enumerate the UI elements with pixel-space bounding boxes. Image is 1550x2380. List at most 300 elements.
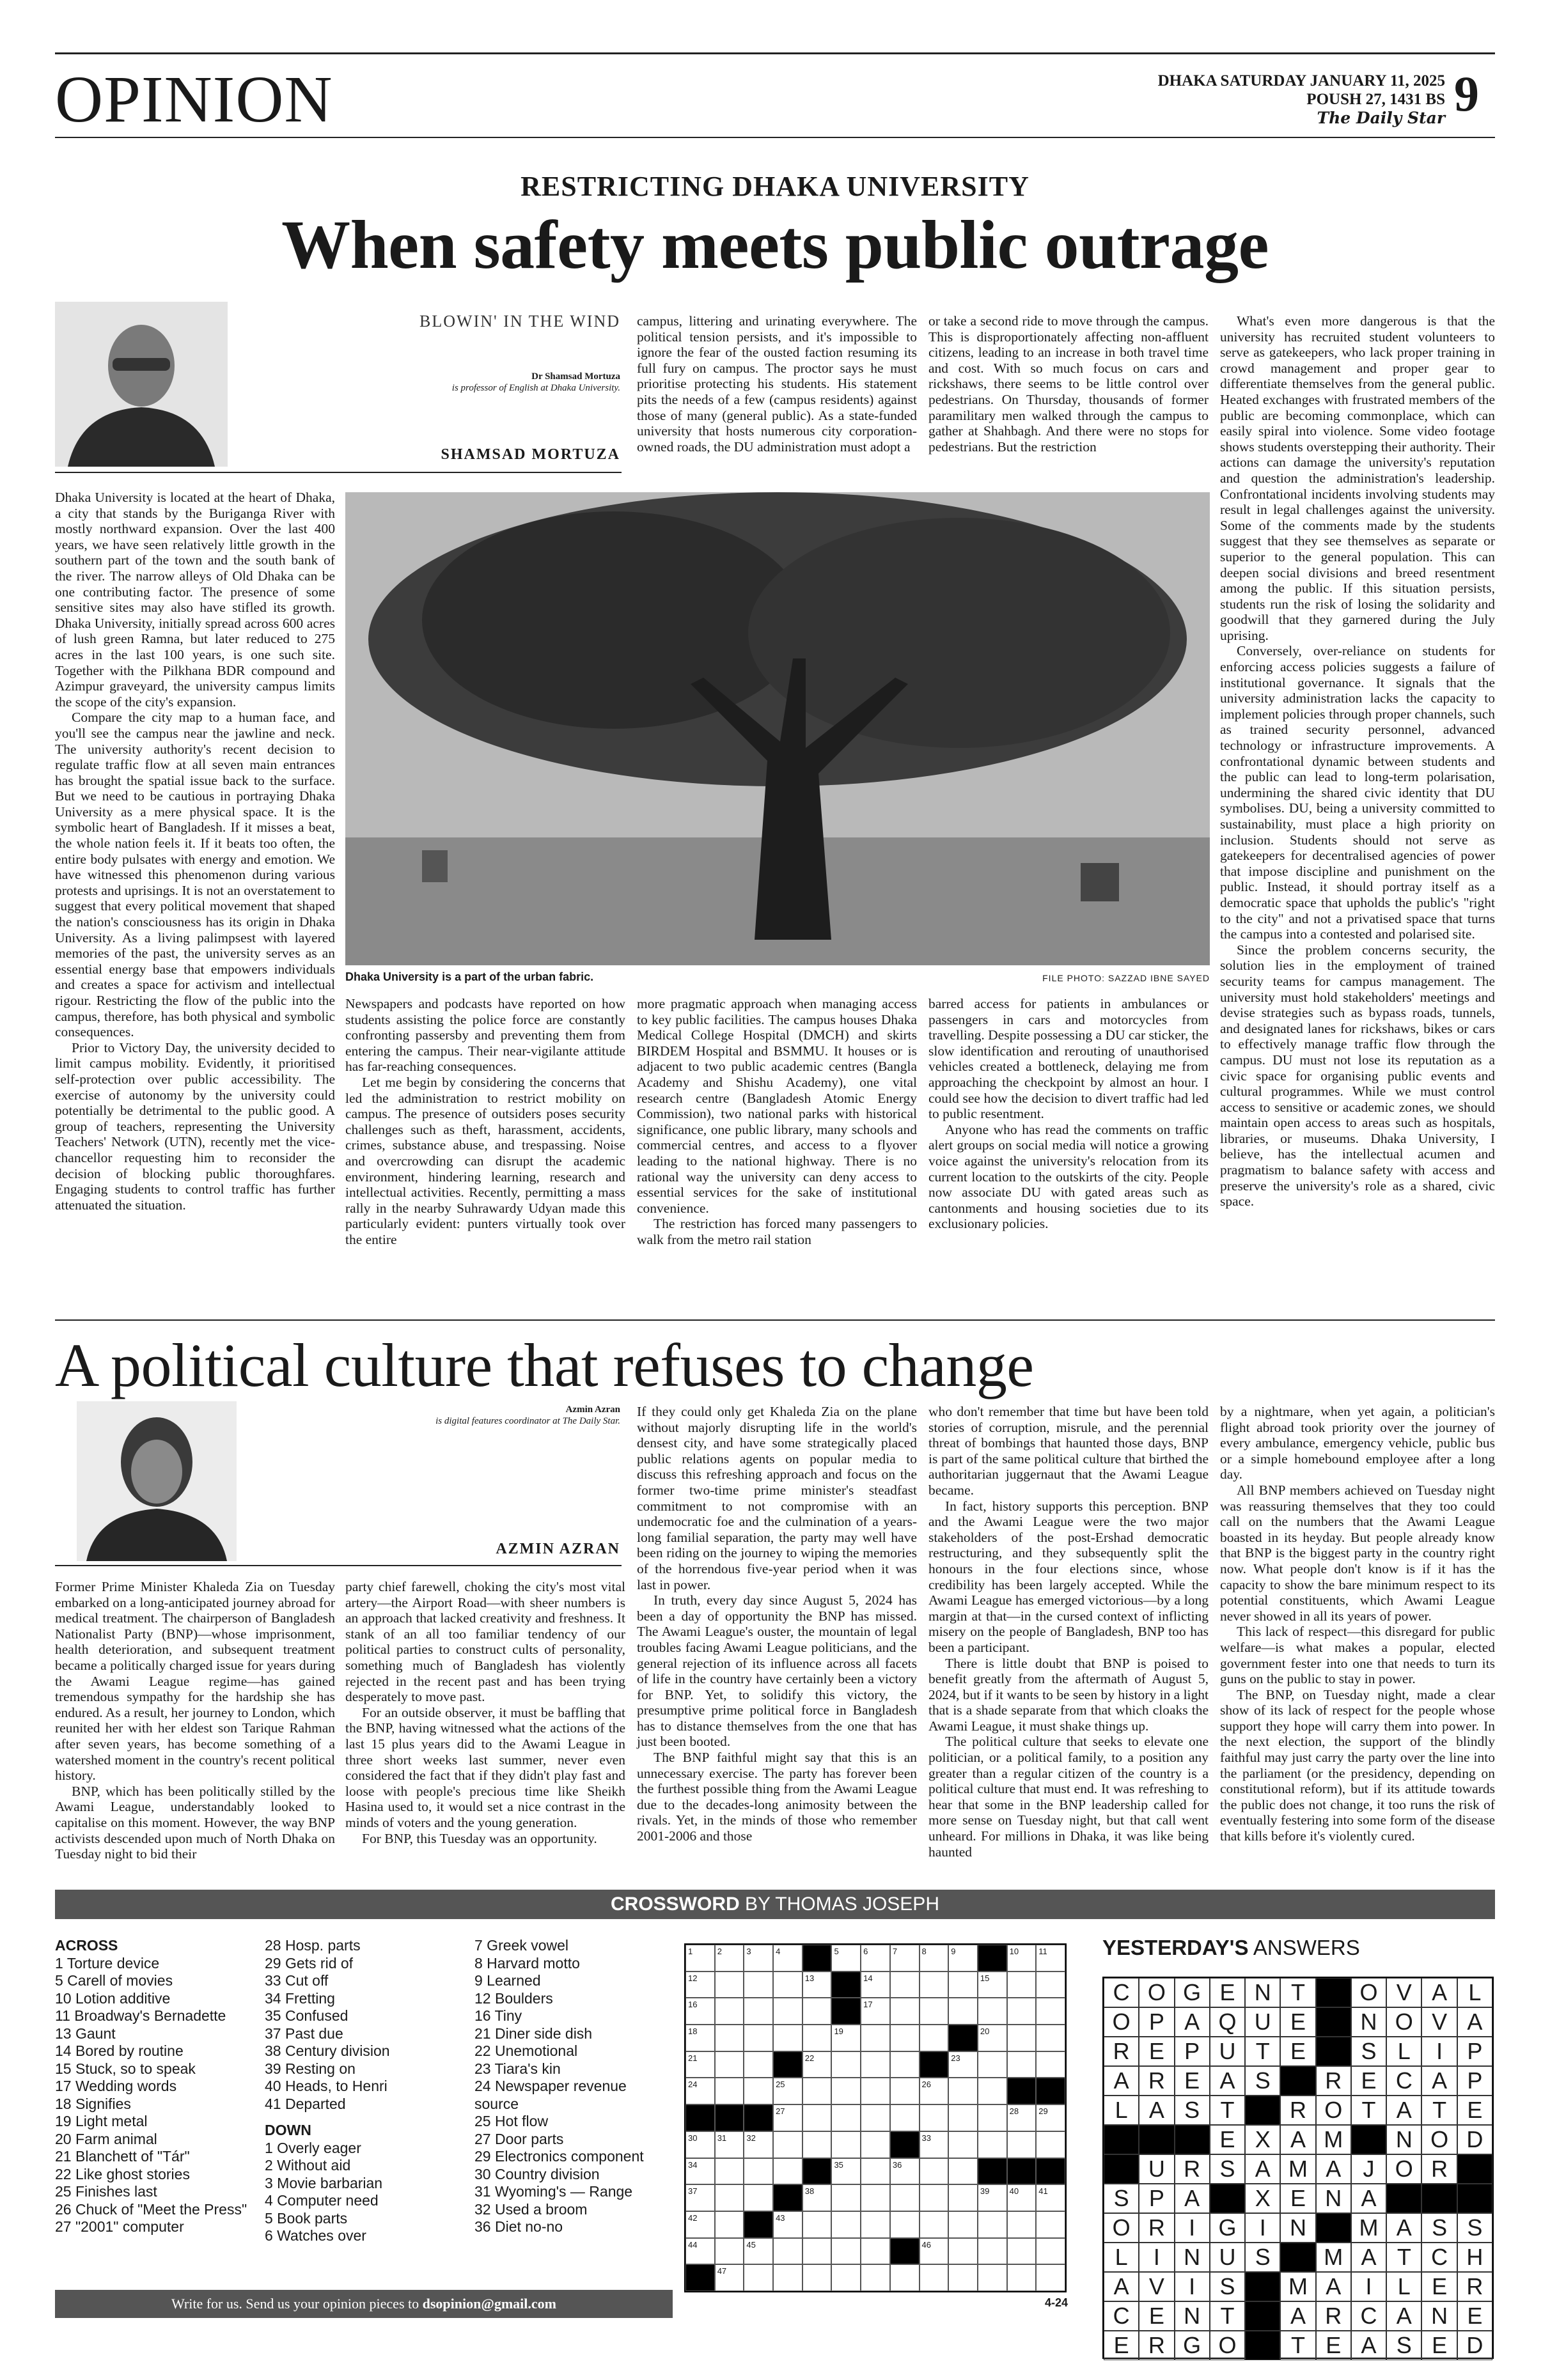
crossword-cell[interactable] bbox=[773, 1945, 802, 1972]
answer-cell: E bbox=[1457, 2096, 1492, 2125]
crossword-cell[interactable] bbox=[890, 2184, 920, 2211]
answer-cell: S bbox=[1245, 2243, 1280, 2272]
crossword-cell[interactable] bbox=[1007, 2238, 1037, 2265]
crossword-cell[interactable] bbox=[861, 2264, 890, 2291]
crossword-cell[interactable] bbox=[744, 2264, 773, 2291]
crossword-cell[interactable] bbox=[920, 2238, 949, 2265]
cell-number: 35 bbox=[834, 2159, 843, 2170]
crossword-cell[interactable] bbox=[802, 2051, 832, 2078]
crossword-cell[interactable] bbox=[978, 1998, 1007, 2025]
crossword-cell[interactable] bbox=[1036, 2211, 1065, 2238]
clue: 4 Computer need bbox=[265, 2192, 379, 2209]
answer-cell: A bbox=[1421, 2066, 1457, 2096]
crossword-cell[interactable] bbox=[802, 2078, 832, 2104]
crossword-cell[interactable] bbox=[744, 2051, 773, 2078]
answer-cell: E bbox=[1457, 2301, 1492, 2331]
crossword-cell[interactable] bbox=[685, 2158, 715, 2185]
crossword-cell[interactable] bbox=[890, 1945, 920, 1972]
answer-cell: U bbox=[1139, 2154, 1174, 2184]
crossword-cell[interactable] bbox=[948, 1998, 978, 2025]
crossword-cell[interactable] bbox=[802, 1972, 832, 1998]
crossword-cell[interactable] bbox=[1036, 2184, 1065, 2211]
answer-cell: E bbox=[1210, 1978, 1245, 2007]
crossword-cell[interactable] bbox=[773, 1972, 802, 1998]
paragraph: There is little doubt that BNP is poised to benefit greatly from the aftermath of August 5, 2024, but if it wants to be seen by history in a light that is a shade separate from that which cloaks the Awami League, it must shake things up. bbox=[928, 1655, 1209, 1734]
crossword-cell[interactable] bbox=[685, 1945, 715, 1972]
answer-cell: S bbox=[1245, 2066, 1280, 2096]
crossword-cell[interactable] bbox=[890, 2025, 920, 2051]
crossword-cell[interactable] bbox=[685, 2078, 715, 2104]
clue: 11 Broadway's Bernadette bbox=[55, 2007, 226, 2024]
crossword-cell[interactable] bbox=[861, 1972, 890, 1998]
clue: 26 Chuck of "Meet the Press" bbox=[55, 2200, 247, 2218]
crossword-cell[interactable] bbox=[978, 2131, 1007, 2158]
crossword-block bbox=[802, 2158, 832, 2185]
crossword-cell[interactable] bbox=[831, 2184, 861, 2211]
clue: 14 Bored by routine bbox=[55, 2042, 184, 2059]
crossword-cell[interactable] bbox=[1036, 2131, 1065, 2158]
answer-block bbox=[1175, 2125, 1210, 2154]
crossword-cell[interactable] bbox=[715, 1998, 744, 2025]
crossword-cell[interactable] bbox=[978, 2238, 1007, 2265]
crossword-cell[interactable] bbox=[920, 2158, 949, 2185]
cell-number: 5 bbox=[834, 1947, 839, 1956]
crossword-cell[interactable] bbox=[715, 2025, 744, 2051]
crossword-cell[interactable] bbox=[948, 1945, 978, 1972]
crossword-cell[interactable] bbox=[685, 2238, 715, 2265]
paragraph: or take a second ride to move through the campus. This is disproportionately affecting non-affluent citizens, leading to an increase in both travel time and cost. With so much focus on cars and rickshaws, there seems to be little control over pedestrians. On Thursday, thousands of former paramilitary men walked through the campus to gather at Shahbagh. And there were no stops for pedestrians. But the restriction bbox=[928, 313, 1209, 455]
answer-cell: N bbox=[1351, 2007, 1386, 2037]
cell-number: 30 bbox=[688, 2133, 698, 2143]
crossword-cell[interactable] bbox=[1036, 2051, 1065, 2078]
crossword-cell[interactable] bbox=[715, 2158, 744, 2185]
crossword-cell[interactable] bbox=[685, 2025, 715, 2051]
crossword-cell[interactable] bbox=[831, 2158, 861, 2185]
article-separator bbox=[55, 1319, 1495, 1321]
paragraph: Anyone who has read the comments on traffic alert groups on social media will notice a growing voice against the university's relocation from its current location to the outskirts of the city. People now associate DU with gated areas such as cantonments and housing societies due to its exclusionary policies. bbox=[928, 1121, 1209, 1232]
answer-cell: A bbox=[1351, 2331, 1386, 2360]
clue: 33 Cut off bbox=[265, 1972, 329, 1989]
crossword-cell[interactable] bbox=[685, 1998, 715, 2025]
crossword-cell[interactable] bbox=[744, 1998, 773, 2025]
crossword-cell[interactable] bbox=[978, 1972, 1007, 1998]
article2-column-b bbox=[345, 1579, 625, 1854]
answer-cell: T bbox=[1245, 2037, 1280, 2066]
crossword-cell[interactable] bbox=[890, 2078, 920, 2104]
cell-number: 19 bbox=[834, 2026, 843, 2037]
crossword-cell[interactable] bbox=[1007, 2025, 1037, 2051]
crossword-cell[interactable] bbox=[861, 2131, 890, 2158]
crossword-cell[interactable] bbox=[890, 2211, 920, 2238]
crossword-cell[interactable] bbox=[1007, 1972, 1037, 1998]
crossword-cell[interactable] bbox=[715, 2184, 744, 2211]
crossword-cell[interactable] bbox=[685, 2184, 715, 2211]
clue: 6 Watches over bbox=[265, 2227, 366, 2244]
crossword-cell[interactable] bbox=[920, 1998, 949, 2025]
crossword-cell[interactable] bbox=[831, 2131, 861, 2158]
crossword-cell[interactable] bbox=[773, 2211, 802, 2238]
crossword-cell[interactable] bbox=[978, 2264, 1007, 2291]
clue: 34 Fretting bbox=[265, 1989, 335, 2007]
paragraph: The BNP, on Tuesday night, made a clear show of its lack of respect for the people whose support they hope will carry them into power. In the next election, the support of the blindly faithful may just carry the party over the line into the parliament (or the presidency, depending on constitutional reform), but if its attitude towards the public does not change, it too runs the risk of eventually festering into some form of the disease that kills before it's violently cured. bbox=[1220, 1686, 1495, 1844]
answer-cell: L bbox=[1104, 2096, 1139, 2125]
answer-cell: A bbox=[1104, 2272, 1139, 2301]
answer-cell: T bbox=[1421, 2096, 1457, 2125]
cell-number: 38 bbox=[804, 2186, 815, 2197]
clue: 25 Finishes last bbox=[55, 2183, 157, 2200]
answer-cell: S bbox=[1351, 2037, 1386, 2066]
campus-tree-photo bbox=[345, 492, 1210, 965]
clue: 20 Farm animal bbox=[55, 2130, 157, 2147]
clue: 32 Used a broom bbox=[474, 2200, 588, 2218]
crossword-cell[interactable] bbox=[685, 2211, 715, 2238]
answer-cell: L bbox=[1386, 2037, 1421, 2066]
crossword-cell[interactable] bbox=[920, 2131, 949, 2158]
crossword-cell[interactable] bbox=[920, 2104, 949, 2131]
crossword-cell[interactable] bbox=[831, 2051, 861, 2078]
clue-list bbox=[265, 2140, 457, 2245]
crossword-cell[interactable] bbox=[685, 1972, 715, 1998]
crossword-cell[interactable] bbox=[1036, 1972, 1065, 1998]
answer-cell: U bbox=[1210, 2243, 1245, 2272]
clue: 13 Gaunt bbox=[55, 2025, 116, 2042]
article1-headline: When safety meets public outrage bbox=[281, 207, 1269, 283]
answer-cell: R bbox=[1457, 2272, 1492, 2301]
paragraph: barred access for patients in ambulances or passengers in cars and motorcycles from travelling. Despite possessing a DU car sticker, the slow identification and rerouting of unauthorised vehicles created a bottleneck, delaying me from approaching the checkpoint by almost an hour. I could see how the decision to divert traffic had led to public resentment. bbox=[928, 996, 1209, 1122]
answer-cell: E bbox=[1351, 2066, 1386, 2096]
crossword-cell[interactable] bbox=[948, 2078, 978, 2104]
clue: 21 Blanchett of "Tár" bbox=[55, 2148, 190, 2165]
clue: 3 Movie barbarian bbox=[265, 2174, 383, 2191]
article1-column-4 bbox=[1220, 313, 1495, 1309]
answer-cell: A bbox=[1421, 1978, 1457, 2007]
crossword-cell[interactable] bbox=[744, 2238, 773, 2265]
crossword-cell[interactable] bbox=[861, 2238, 890, 2265]
crossword-cell[interactable] bbox=[978, 2025, 1007, 2051]
crossword-cell[interactable] bbox=[744, 1945, 773, 1972]
crossword-cell[interactable] bbox=[920, 2025, 949, 2051]
answer-block bbox=[1351, 2125, 1386, 2154]
cell-number: 29 bbox=[1038, 2106, 1048, 2117]
crossword-cell[interactable] bbox=[948, 2131, 978, 2158]
crossword-cell[interactable] bbox=[715, 2051, 744, 2078]
crossword-cell[interactable] bbox=[831, 2078, 861, 2104]
crossword-cell[interactable] bbox=[715, 2238, 744, 2265]
paragraph: If they could only get Khaleda Zia on the plane without majorly disrupting life in the world's densest city, and have some strategically placed public relations agents on popular media to discuss this refreshing approach and focus on the former two-time prime minister's steadfast commitment to not compromise with an undemocratic foe and the culmination of a years-long familial separation, the party may well have been riding on the journey to wiping the memories of the horrendous five-year period when it was last in power. bbox=[637, 1404, 917, 1592]
crossword-cell[interactable] bbox=[1007, 2051, 1037, 2078]
crossword-cell[interactable] bbox=[861, 2158, 890, 2185]
answer-cell: R bbox=[1139, 2331, 1174, 2360]
crossword-cell[interactable] bbox=[920, 2078, 949, 2104]
crossword-cell[interactable] bbox=[948, 1972, 978, 1998]
crossword-cell[interactable] bbox=[802, 2184, 832, 2211]
cell-number: 7 bbox=[892, 1947, 898, 1956]
answer-cell: I bbox=[1139, 2243, 1174, 2272]
crossword-byline: BY THOMAS JOSEPH bbox=[745, 1894, 939, 1915]
crossword-cell[interactable] bbox=[831, 1945, 861, 1972]
crossword-cell[interactable] bbox=[978, 2078, 1007, 2104]
paragraph: party chief farewell, choking the city's most vital artery—the Airport Road—with sheer numbers is an approach that lacked creativity and freshness. It stank of an all too familiar tendency of our political parties to construct cults of personality, something much of Bangladesh has violently rejected in the recent past and has been trying desperately to move past. bbox=[345, 1579, 625, 1705]
answer-cell: N bbox=[1245, 1978, 1280, 2007]
crossword-cell[interactable] bbox=[948, 2184, 978, 2211]
crossword-cell[interactable] bbox=[744, 2184, 773, 2211]
crossword-cell[interactable] bbox=[831, 2211, 861, 2238]
cell-number: 37 bbox=[688, 2186, 698, 2197]
crossword-cell[interactable] bbox=[1007, 2264, 1037, 2291]
crossword-cell[interactable] bbox=[948, 2158, 978, 2185]
answer-cell: O bbox=[1104, 2213, 1139, 2243]
crossword-cell[interactable] bbox=[948, 2051, 978, 2078]
crossword-cell[interactable] bbox=[685, 2051, 715, 2078]
crossword-cell[interactable] bbox=[744, 2131, 773, 2158]
clue: 5 Book parts bbox=[265, 2209, 348, 2227]
cell-number: 25 bbox=[776, 2080, 785, 2090]
answer-cell: R bbox=[1175, 2154, 1210, 2184]
cell-number: 26 bbox=[921, 2080, 931, 2090]
clue: 24 Newspaper revenue source bbox=[474, 2078, 627, 2112]
clue-list bbox=[474, 1937, 673, 2236]
answer-cell: S bbox=[1386, 2331, 1421, 2360]
crossword-cell[interactable] bbox=[685, 2131, 715, 2158]
paragraph: The political culture that seeks to elevate one politician, or a political family, to a position any greater than a regular citizen of the country is a political culture that must end. It was refreshing to hear that some in the BNP leadership called for more sense on Tuesday night, but that call went unheard. For millions in Dhaka, it was like being haunted bbox=[928, 1734, 1209, 1860]
cell-number: 42 bbox=[688, 2213, 698, 2223]
paragraph: For BNP, this Tuesday was an opportunity. bbox=[362, 1830, 597, 1846]
crossword-cell[interactable] bbox=[890, 2104, 920, 2131]
answer-cell: A bbox=[1351, 2243, 1386, 2272]
answer-cell: I bbox=[1175, 2272, 1210, 2301]
paragraph: campus, littering and urinating everywhere. The political tension persists, and it's impossible to ignore the fear of the ousted faction resuming its full fury on campus. The proctor says he must prioritise protecting his students. His statement pits the needs of a few (campus residents) against those of many (general public). As a state-funded university that hosts numerous city corporation-owned roads, the DU administration must adopt a bbox=[637, 313, 917, 455]
crossword-cell[interactable] bbox=[802, 2104, 832, 2131]
crossword-cell[interactable] bbox=[773, 2025, 802, 2051]
crossword-cell[interactable] bbox=[715, 2211, 744, 2238]
author-byline: SHAMSAD MORTUZA bbox=[441, 446, 620, 463]
crossword-cell[interactable] bbox=[802, 2264, 832, 2291]
cell-number: 1 bbox=[688, 1947, 693, 1956]
answer-cell: E bbox=[1421, 2272, 1457, 2301]
paragraph: What's even more dangerous is that the university has recruited student volunteers to serve as gatekeepers, who lack proper training in crowd management and proper gear to differentiate themselves from the general public. Heated exchanges with frustrated members of the public are becoming commonplace, which can easily spiral into violence. Some video footage shows students overstepping their authority. Their actions can damage the university's reputation and question the administration's leadership. Confrontational incidents involving students may result in legal challenges against the university. Some of the comments made by the students suggest that they see themselves as separate or superior to the general population. This can deepen social divisions and breed resentment among the public. If this situation persists, students run the risk of losing the solidarity and goodwill that they garnered during the July uprising. bbox=[1220, 313, 1495, 643]
answer-cell: A bbox=[1175, 2184, 1210, 2213]
crossword-cell[interactable] bbox=[890, 2158, 920, 2185]
crossword-cell[interactable] bbox=[861, 2025, 890, 2051]
yesterday-answers-grid bbox=[1102, 1977, 1494, 2359]
clue: 10 Lotion additive bbox=[55, 1989, 171, 2007]
crossword-cell[interactable] bbox=[861, 2051, 890, 2078]
cell-number: 46 bbox=[921, 2239, 931, 2250]
crossword-cell[interactable] bbox=[1036, 2238, 1065, 2265]
clue-list bbox=[55, 1955, 260, 2236]
article2-headline: A political culture that refuses to change bbox=[55, 1331, 1034, 1399]
crossword-cell[interactable] bbox=[1007, 2104, 1037, 2131]
article1-column-1 bbox=[55, 490, 335, 1308]
clues-col-3 bbox=[474, 1937, 673, 2236]
crossword-cell[interactable] bbox=[1036, 1945, 1065, 1972]
crossword-cell[interactable] bbox=[715, 2264, 744, 2291]
crossword-cell[interactable] bbox=[715, 2078, 744, 2104]
crossword-cell[interactable] bbox=[802, 2131, 832, 2158]
paragraph: Newspapers and podcasts have reported on how students assisting the police force are constantly confronting passersby and preventing them from entering the campus. Their near-vigilante attitude has far-reaching consequences. bbox=[345, 996, 625, 1075]
crossword-cell[interactable] bbox=[773, 2238, 802, 2265]
crossword-cell[interactable] bbox=[948, 2264, 978, 2291]
crossword-cell[interactable] bbox=[715, 1972, 744, 1998]
crossword-cell[interactable] bbox=[802, 2211, 832, 2238]
crossword-cell[interactable] bbox=[948, 2104, 978, 2131]
crossword-cell[interactable] bbox=[773, 2078, 802, 2104]
crossword-cell[interactable] bbox=[715, 2131, 744, 2158]
answer-cell: C bbox=[1104, 1978, 1139, 2007]
crossword-cell[interactable] bbox=[861, 2104, 890, 2131]
cell-number: 12 bbox=[688, 1973, 698, 1983]
crossword-cell[interactable] bbox=[1007, 2131, 1037, 2158]
crossword-cell[interactable] bbox=[1036, 2264, 1065, 2291]
crossword-grid[interactable] bbox=[684, 1943, 1067, 2292]
crossword-cell[interactable] bbox=[831, 2104, 861, 2131]
article1-kicker: RESTRICTING DHAKA UNIVERSITY bbox=[521, 171, 1029, 202]
paragraph: This lack of respect—this disregard for public welfare—is what makes a popular, elected government fester into one that needs to turn its guns on the public to stay in power. bbox=[1220, 1624, 1495, 1687]
article2-column-a bbox=[55, 1579, 335, 1862]
crossword-cell[interactable] bbox=[861, 1945, 890, 1972]
clue: 8 Harvard motto bbox=[474, 1954, 580, 1972]
crossword-cell[interactable] bbox=[802, 2025, 832, 2051]
answer-cell: A bbox=[1104, 2066, 1139, 2096]
answer-cell: E bbox=[1280, 2184, 1315, 2213]
article1-column-b3 bbox=[928, 996, 1209, 1309]
crossword-cell[interactable] bbox=[890, 1972, 920, 1998]
crossword-cell[interactable] bbox=[890, 1998, 920, 2025]
crossword-cell[interactable] bbox=[920, 2211, 949, 2238]
article1-column-b1 bbox=[345, 996, 625, 1309]
yesterday-heading bbox=[1102, 1936, 1360, 1960]
answer-block bbox=[1421, 2184, 1457, 2213]
answer-block bbox=[1316, 2037, 1351, 2066]
crossword-cell[interactable] bbox=[773, 2158, 802, 2185]
page-number: 9 bbox=[1454, 66, 1479, 121]
answer-cell: R bbox=[1104, 2037, 1139, 2066]
paragraph: Compare the city map to a human face, and you'll see the campus near the jawline and neck. The university authority's recent decision to regulate traffic flow at all seven main entrances has brought the spatial issue back to the surface. But we need to be cautious in portraying Dhaka University as a mere physical space. It is the symbolic heart of Bangladesh. If it misses a beat, the whole nation feels it. If it beats too often, the entire body pulsates with energy and emotion. We have witnessed this phenomenon during various protests and uprisings. It is not an overstatement to suggest that every political movement that shaped the nation's consciousness has its origin in Dhaka University. As a living palimpsest with layered memories of the past, the university serves as an essential energy base that empowers individuals and creates a space for activism and intellectual rigour. Restricting the flow of the public into the campus, therefore, has both physical and symbolic consequences. bbox=[55, 710, 335, 1040]
paragraph: Let me begin by considering the concerns that led the administration to restrict mobility on campus. The presence of outsiders poses security challenges such as theft, harassment, accidents, crimes, substance abuse, and trespassing. Noise and overcrowding can disrupt the academic environment, hindering learning, research and intellectual activities. Recently, permitting a mass rally in the nearby Suhrawardy Udyan made this particularly evident: punters virtually took over the entire bbox=[345, 1074, 625, 1247]
crossword-cell[interactable] bbox=[861, 2184, 890, 2211]
crossword-cell[interactable] bbox=[802, 1998, 832, 2025]
cell-number: 10 bbox=[1009, 1947, 1019, 1956]
answer-block bbox=[1245, 2096, 1280, 2125]
answer-cell: O bbox=[1386, 2007, 1421, 2037]
answer-cell: N bbox=[1280, 2213, 1315, 2243]
answer-cell: Q bbox=[1210, 2007, 1245, 2037]
answer-cell: C bbox=[1351, 2301, 1386, 2331]
crossword-cell[interactable] bbox=[978, 2184, 1007, 2211]
crossword-block bbox=[685, 2104, 715, 2131]
answer-cell: E bbox=[1175, 2066, 1210, 2096]
cell-number: 39 bbox=[980, 2186, 990, 2197]
crossword-cell[interactable] bbox=[861, 2078, 890, 2104]
crossword-cell[interactable] bbox=[1007, 2211, 1037, 2238]
crossword-cell[interactable] bbox=[890, 2264, 920, 2291]
crossword-cell[interactable] bbox=[831, 2238, 861, 2265]
footer-email[interactable]: dsopinion@gmail.com bbox=[422, 2296, 556, 2312]
author-portrait-icon bbox=[55, 302, 228, 467]
clue: 31 Wyoming's — Range bbox=[474, 2183, 633, 2200]
bio-text: is digital features coordinator at The Daily Star. bbox=[435, 1416, 620, 1426]
clue: 25 Hot flow bbox=[474, 2113, 549, 2129]
down-heading: DOWN bbox=[265, 2122, 311, 2138]
clue: 27 "2001" computer bbox=[55, 2218, 184, 2235]
crossword-cell[interactable] bbox=[744, 2158, 773, 2185]
answer-cell: N bbox=[1386, 2125, 1421, 2154]
crossword-cell[interactable] bbox=[773, 2131, 802, 2158]
crossword-cell[interactable] bbox=[831, 2025, 861, 2051]
author2-bio bbox=[409, 1404, 620, 1427]
paragraph: Conversely, over-reliance on students for enforcing access policies suggests a failure of institutional governance. It signals that the university administration lacks the capacity to implement policies through proper channels, such as trained security personnel, advanced technology or infrastructure improvements. A confrontational dynamic between students and the public can lead to long-term polarisation, undermining the shared civic identity that DU symbolises. DU, being a university committed to sustainability, must place a high priority on inclusion. Students should not serve as gatekeepers for decentralised agencies of power that impose discipline and punishment on the public. Instead, it should portray itself as a democratic space that upholds the public's "right to the city" and not a privatised space that turns the campus into a contested and polarised site. bbox=[1220, 643, 1495, 942]
paragraph: Prior to Victory Day, the university decided to limit campus mobility. Evidently, it prioritised self-protection over public accessibility. The exercise of autonomy by the university could potentially be detrimental to the public good. A group of teachers, representing the University Teachers' Network (UTN), recently met the vice-chancellor requesting him to reconsider the decision of blocking public thoroughfares. Engaging students to control traffic has further attenuated the situation. bbox=[55, 1039, 335, 1213]
crossword-cell[interactable] bbox=[861, 1998, 890, 2025]
crossword-block bbox=[890, 2238, 920, 2265]
crossword-cell[interactable] bbox=[1007, 1945, 1037, 1972]
answer-cell: H bbox=[1457, 2243, 1492, 2272]
crossword-cell[interactable] bbox=[1036, 2025, 1065, 2051]
crossword-cell[interactable] bbox=[1036, 1998, 1065, 2025]
answer-cell: E bbox=[1139, 2037, 1174, 2066]
crossword-cell[interactable] bbox=[1007, 2184, 1037, 2211]
answer-cell: M bbox=[1316, 2243, 1351, 2272]
crossword-cell[interactable] bbox=[920, 2184, 949, 2211]
crossword-cell[interactable] bbox=[948, 2238, 978, 2265]
answer-block bbox=[1457, 2154, 1492, 2184]
crossword-cell[interactable] bbox=[802, 2238, 832, 2265]
answer-cell: P bbox=[1139, 2007, 1174, 2037]
crossword-cell[interactable] bbox=[890, 2051, 920, 2078]
cell-number: 3 bbox=[746, 1947, 751, 1956]
clue: 16 Tiny bbox=[474, 2007, 522, 2024]
crossword-cell[interactable] bbox=[920, 2264, 949, 2291]
cell-number: 43 bbox=[776, 2213, 785, 2223]
answer-cell: N bbox=[1175, 2301, 1210, 2331]
crossword-cell[interactable] bbox=[744, 1972, 773, 1998]
crossword-cell[interactable] bbox=[715, 1945, 744, 1972]
article1-column-2-top bbox=[637, 313, 917, 479]
answer-cell: R bbox=[1139, 2066, 1174, 2096]
crossword-cell[interactable] bbox=[920, 1972, 949, 1998]
clue: 40 Heads, to Henri bbox=[265, 2078, 388, 2094]
answer-cell: L bbox=[1386, 2272, 1421, 2301]
clue: 18 Signifies bbox=[55, 2095, 131, 2112]
date-text: DHAKA SATURDAY JANUARY 11, 2025 bbox=[1157, 72, 1445, 89]
crossword-cell[interactable] bbox=[978, 2051, 1007, 2078]
crossword-block bbox=[978, 1945, 1007, 1972]
crossword-cell[interactable] bbox=[831, 2264, 861, 2291]
answer-cell: T bbox=[1280, 2331, 1315, 2360]
crossword-cell[interactable] bbox=[978, 2104, 1007, 2131]
crossword-cell[interactable] bbox=[920, 1945, 949, 1972]
crossword-cell[interactable] bbox=[744, 2078, 773, 2104]
crossword-block bbox=[744, 2104, 773, 2131]
cell-number: 8 bbox=[921, 1947, 927, 1956]
crossword-cell[interactable] bbox=[978, 2211, 1007, 2238]
crossword-cell[interactable] bbox=[1036, 2104, 1065, 2131]
crossword-cell[interactable] bbox=[948, 2211, 978, 2238]
crossword-cell[interactable] bbox=[861, 2211, 890, 2238]
crossword-cell[interactable] bbox=[744, 2025, 773, 2051]
cell-number: 44 bbox=[688, 2239, 698, 2250]
answer-cell: R bbox=[1421, 2154, 1457, 2184]
paragraph: Dhaka University is located at the heart of Dhaka, a city that stands by the Buriganga River with mostly northward expansion. Over the last 400 years, we have seen relatively little growth in the southern part of the town and the south bank of the river. The narrow alleys of Old Dhaka can be one contributing factor. The presence of some sensitive sites may also have stifled its growth. Dhaka University, initially spread across 600 acres of lush green Ramna, but later reduced to 275 acres in the last 100 years, is one such site. Together with the Pilkhana BDR compound and Azimpur graveyard, the university campus limits the scope of the city's expansion. bbox=[55, 490, 335, 710]
answer-cell: A bbox=[1210, 2066, 1245, 2096]
crossword-cell[interactable] bbox=[773, 2104, 802, 2131]
answer-block bbox=[1104, 2125, 1139, 2154]
across-heading: ACROSS bbox=[55, 1937, 118, 1954]
crossword-cell[interactable] bbox=[1007, 1998, 1037, 2025]
crossword-cell[interactable] bbox=[773, 2264, 802, 2291]
crossword-cell[interactable] bbox=[773, 1998, 802, 2025]
answer-cell: O bbox=[1421, 2125, 1457, 2154]
